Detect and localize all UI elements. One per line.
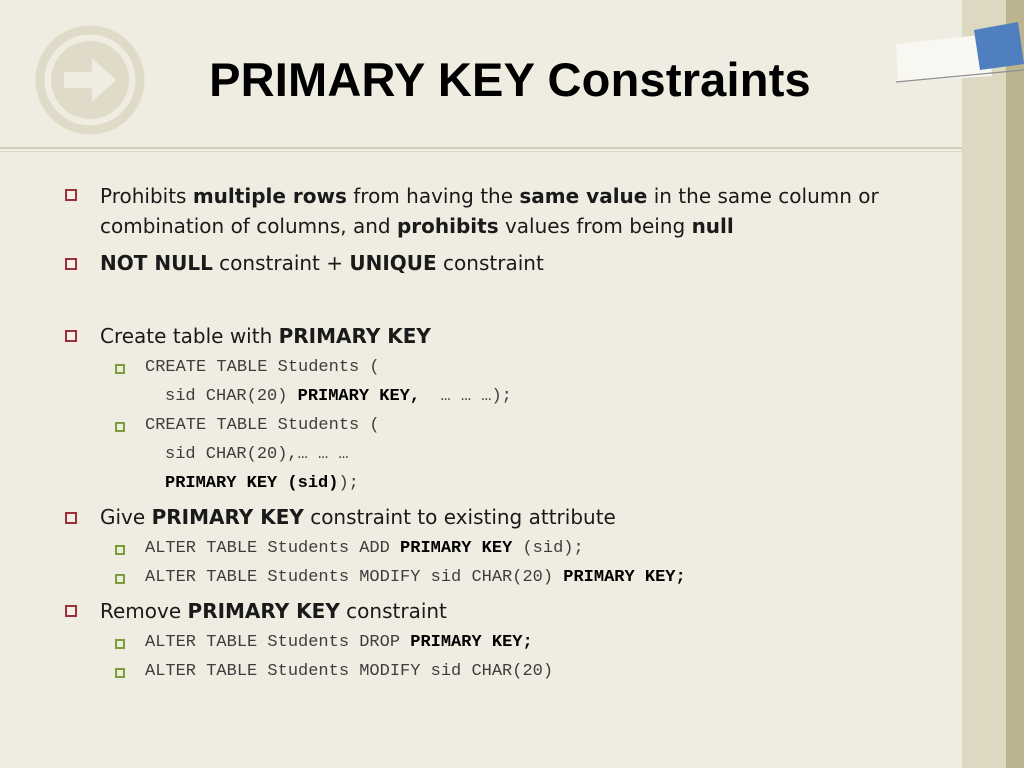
code-line — [145, 537, 584, 561]
bullet-1-part: from having the — [346, 184, 520, 208]
bullet-4-part: constraint to existing attribute — [303, 505, 616, 529]
bullet-1-bold: same value — [519, 184, 648, 208]
bullet-1-bold: multiple rows — [192, 184, 347, 208]
bullet-4-part: Give — [100, 505, 152, 529]
hollow-square-sub-bullet-icon — [115, 574, 125, 584]
code-line: CREATE TABLE Students ( — [145, 416, 380, 435]
hollow-square-sub-bullet-icon — [115, 668, 125, 678]
hollow-square-sub-bullet-icon — [115, 545, 125, 555]
bullet-3-part: Create table with — [100, 324, 279, 348]
code-line: ALTER TABLE Students MODIFY sid CHAR(20) — [145, 662, 554, 681]
hollow-square-bullet-icon — [65, 330, 77, 342]
code-line — [165, 472, 359, 496]
bullet-2-part: constraint + — [212, 251, 350, 275]
code-keyword: PRIMARY KEY — [400, 539, 513, 558]
code-part: (sid); — [512, 539, 584, 558]
code-line: CREATE TABLE Students ( — [145, 358, 380, 377]
bullet-5-text — [100, 596, 910, 626]
bullet-1-bold: null — [691, 214, 734, 238]
bullet-2-bold: NOT NULL — [100, 251, 213, 275]
code-part: ALTER TABLE Students ADD — [145, 539, 401, 558]
code-keyword: PRIMARY KEY, — [297, 387, 421, 406]
code-part: ALTER TABLE Students MODIFY sid CHAR(20) — [145, 568, 564, 587]
right-edge-band — [1006, 0, 1024, 768]
hollow-square-bullet-icon — [65, 512, 77, 524]
code-keyword: PRIMARY KEY; — [563, 568, 686, 587]
code-keyword: PRIMARY KEY; — [410, 633, 533, 652]
hollow-square-bullet-icon — [65, 605, 77, 617]
bullet-2-text — [100, 248, 910, 278]
bullet-4-text — [100, 502, 910, 532]
bullet-1-part: values from being — [498, 214, 692, 238]
bullet-2-bold: UNIQUE — [349, 251, 437, 275]
bullet-5-bold: PRIMARY KEY — [187, 599, 340, 623]
hollow-square-bullet-icon — [65, 258, 77, 270]
bullet-1-part: in the same column or combination of columns, and — [100, 184, 879, 238]
code-line: sid CHAR(20),… … … — [165, 445, 349, 464]
bullet-1-text — [100, 181, 910, 241]
bullet-5-part: constraint — [339, 599, 447, 623]
code-line — [145, 566, 686, 590]
bullet-3-bold: PRIMARY KEY — [278, 324, 431, 348]
code-part: … … …); — [420, 387, 512, 406]
bullet-5-part: Remove — [100, 599, 188, 623]
hollow-square-sub-bullet-icon — [115, 422, 125, 432]
code-keyword: PRIMARY KEY (sid) — [165, 474, 339, 493]
code-part: sid CHAR(20) — [165, 387, 298, 406]
code-line — [145, 631, 533, 655]
hollow-square-bullet-icon — [65, 189, 77, 201]
code-part: ALTER TABLE Students DROP — [145, 633, 411, 652]
code-line — [165, 385, 512, 409]
hollow-square-sub-bullet-icon — [115, 364, 125, 374]
bullet-2-part: constraint — [436, 251, 544, 275]
bullet-4-bold: PRIMARY KEY — [151, 505, 304, 529]
hollow-square-sub-bullet-icon — [115, 639, 125, 649]
slide-title: PRIMARY KEY Constraints — [209, 53, 811, 106]
code-part: ); — [338, 474, 359, 493]
bullet-1-part: Prohibits — [100, 184, 193, 208]
bullet-3-text — [100, 321, 910, 351]
right-decor-band — [962, 0, 1006, 768]
bullet-1-bold: prohibits — [396, 214, 499, 238]
